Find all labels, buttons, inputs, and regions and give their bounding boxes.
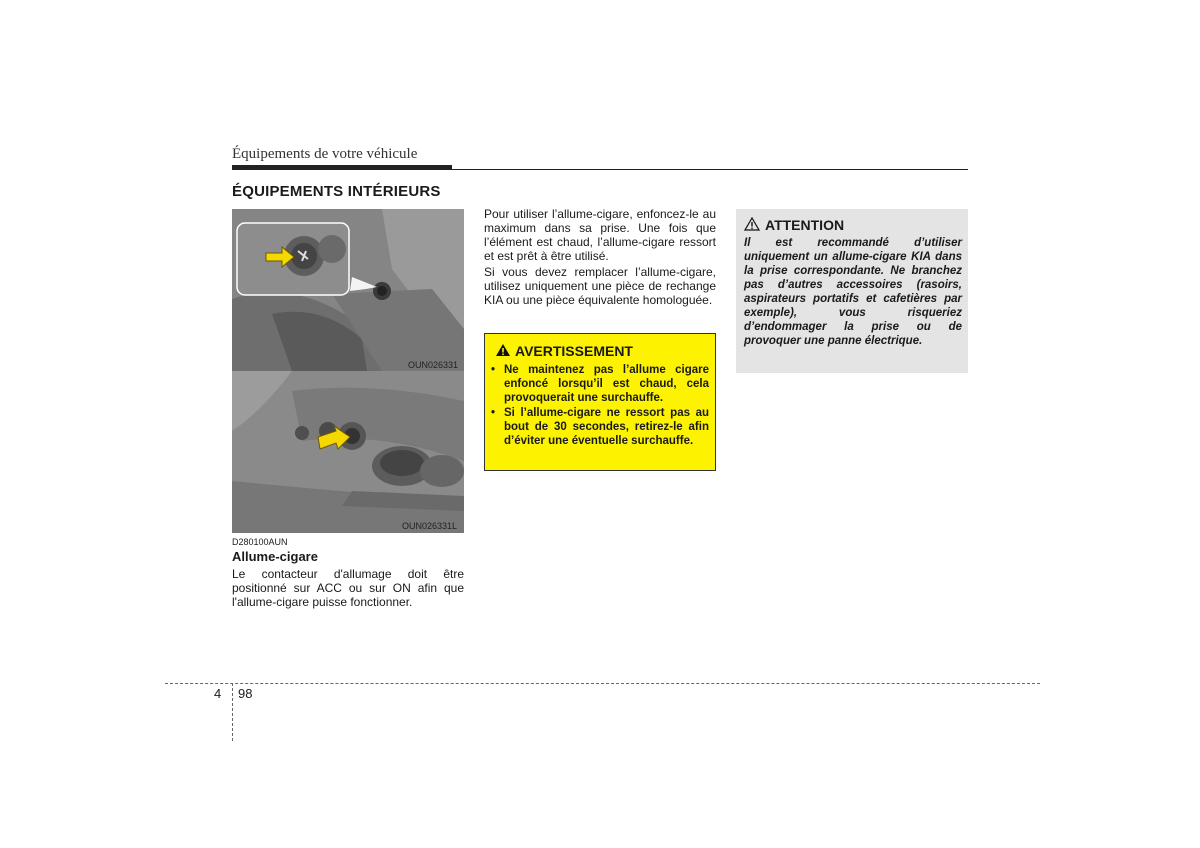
- warning-item: [491, 406, 709, 448]
- usage-paragraph: Pour utiliser l’allume-cigare, enfoncez-le au maximum dans sa prise. Une fois que l’élément est chaud, l’allume-cigare ressort et est prêt à être utilisé.: [484, 207, 716, 263]
- attention-text: Il est recommandé d’utiliser uniquement un allume-cigare KIA dans la prise correspondante. Ne branchez pas d’autres accessoires (rasoirs, aspirateurs portatifs et cafetières par exemple), vous risqueriez d’endommager la prise ou de provoquer une panne électrique.: [744, 237, 962, 347]
- article-intro: Le contacteur d'allumage doit être positionné sur ACC ou sur ON afin que l'allume-cigare puisse fonctionner.: [232, 567, 464, 609]
- figure-b-code: OUN026331L: [402, 521, 458, 531]
- warning-item-text: Si l’allume-cigare ne ressort pas au bout de 30 secondes, retirez-le afin d’éviter une éventuelle surchauffe.: [504, 407, 709, 447]
- bullet: •: [491, 407, 496, 419]
- section-title: ÉQUIPEMENTS INTÉRIEURS: [232, 183, 441, 200]
- footer-divider: [232, 683, 233, 741]
- section-number: 4: [214, 686, 222, 701]
- header-rule: [232, 169, 968, 170]
- attention-heading: [744, 217, 844, 233]
- figure-type-a: [232, 209, 464, 371]
- article-heading: Allume-cigare: [232, 549, 318, 564]
- figure-a-code: OUN026331: [408, 360, 459, 370]
- figure-type-b: [232, 371, 464, 533]
- warning-box: [484, 333, 716, 471]
- replacement-paragraph: Si vous devez remplacer l’allume-cigare, utilisez uniquement une pièce de rechange KIA ou une pièce équivalente homologuée.: [484, 265, 716, 307]
- footer-rule: [165, 683, 1040, 684]
- attention-box: [736, 209, 968, 373]
- warning-item-text: Ne maintenez pas l’allume cigare enfoncé lorsqu’il est chaud, cela provoquerait une surchauffe.: [504, 364, 709, 404]
- page-number: 98: [238, 686, 253, 701]
- caution-icon: [744, 217, 760, 231]
- bullet: •: [491, 364, 496, 376]
- warning-title: AVERTISSEMENT: [515, 343, 633, 359]
- attention-title: ATTENTION: [765, 217, 845, 233]
- chapter-title: Équipements de votre véhicule: [232, 146, 418, 162]
- warning-item: [491, 363, 709, 405]
- warning-icon: [495, 343, 511, 357]
- warning-heading: [495, 343, 633, 359]
- article-ref-code: D280100AUN: [232, 537, 288, 547]
